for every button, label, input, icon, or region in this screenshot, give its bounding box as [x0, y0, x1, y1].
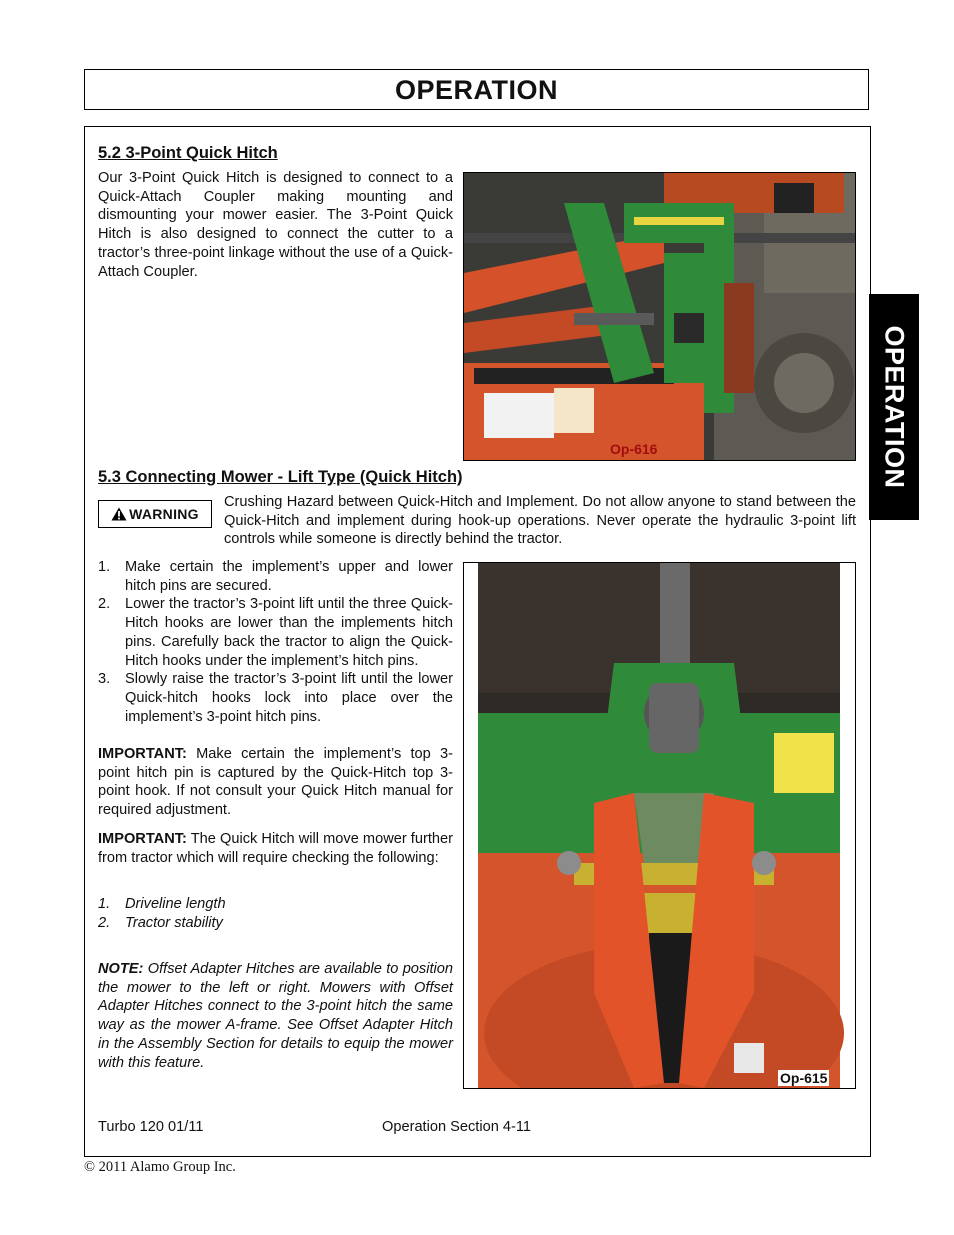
warning-text: Crushing Hazard between Quick-Hitch and Implement. Do not allow anyone to stand between the Quick-Hitch and implement during hook-up operations. Never operate the hydraulic 3-point lift controls while someone is directly behind the tractor.: [224, 494, 856, 548]
section-5-2-title: 5.2 3-Point Quick Hitch: [98, 144, 278, 162]
section-5-3-title: 5.3 Connecting Mower - Lift Type (Quick Hitch): [98, 468, 463, 486]
checks-list: [98, 895, 453, 932]
page-header: [84, 69, 869, 110]
footer-section: Operation Section 4-11: [382, 1119, 532, 1135]
list-item: 2. Lower the tractor’s 3-point lift until the three Quick-Hitch hooks are lower than the implements hitch pins. Carefully back the tractor to align the Quick-Hitch hooks under the implement’s hitch pins.: [98, 596, 453, 669]
warning-label: WARNING: [129, 506, 199, 522]
list-item: 1. Driveline length: [98, 896, 226, 912]
important-note-1: IMPORTANT: Make certain the implement’s top 3-point hitch pin is captured by the Quick-Hitch top 3-point hook. If not consult your Quick Hitch manual for required adjustment.: [98, 746, 453, 819]
list-item: 3. Slowly raise the tractor’s 3-point lift until the lower Quick-hitch hooks lock into place over the implement’s 3-point hitch pins.: [98, 671, 453, 725]
figure-op-616-label: Op-616: [610, 441, 658, 457]
footer-copyright: © 2011 Alamo Group Inc.: [84, 1159, 236, 1175]
page-title: OPERATION: [394, 75, 558, 105]
figure-op-616: [463, 172, 856, 461]
offset-hitch-note: NOTE: Offset Adapter Hitches are available to position the mower to the left or right. Mowers with Offset Adapter Hitches connect to the 3-point hitch the same way as the mower A-frame. See Offset Adapter Hitch in the Assembly Section for details to equip the mower with this feature.: [98, 961, 453, 1071]
quick-hitch-photo: [464, 173, 855, 460]
side-tab-label: OPERATION: [879, 325, 910, 489]
section-5-2-body: Our 3-Point Quick Hitch is designed to connect to a Quick-Attach Coupler making mounting and dismounting your mower easier. The 3-Point Quick Hitch is also designed to connect the cutter to a tractor’s three-point linkage without the use of a Quick-Attach Coupler.: [98, 170, 453, 280]
figure-op-615-label: Op-615: [780, 1070, 828, 1086]
hookup-steps-list: [98, 558, 453, 726]
section-side-tab: [869, 294, 919, 520]
important-note-2: IMPORTANT: The Quick Hitch will move mower further from tractor which will require checking the following:: [98, 831, 453, 866]
warning-triangle-icon: [111, 507, 127, 521]
hitch-closeup-photo: [464, 563, 855, 1088]
list-item: 1. Make certain the implement’s upper and lower hitch pins are secured.: [98, 559, 453, 594]
warning-badge: [98, 500, 212, 528]
footer-model: Turbo 120 01/11: [98, 1119, 204, 1135]
figure-op-615: [463, 562, 856, 1089]
list-item: 2. Tractor stability: [98, 914, 223, 931]
